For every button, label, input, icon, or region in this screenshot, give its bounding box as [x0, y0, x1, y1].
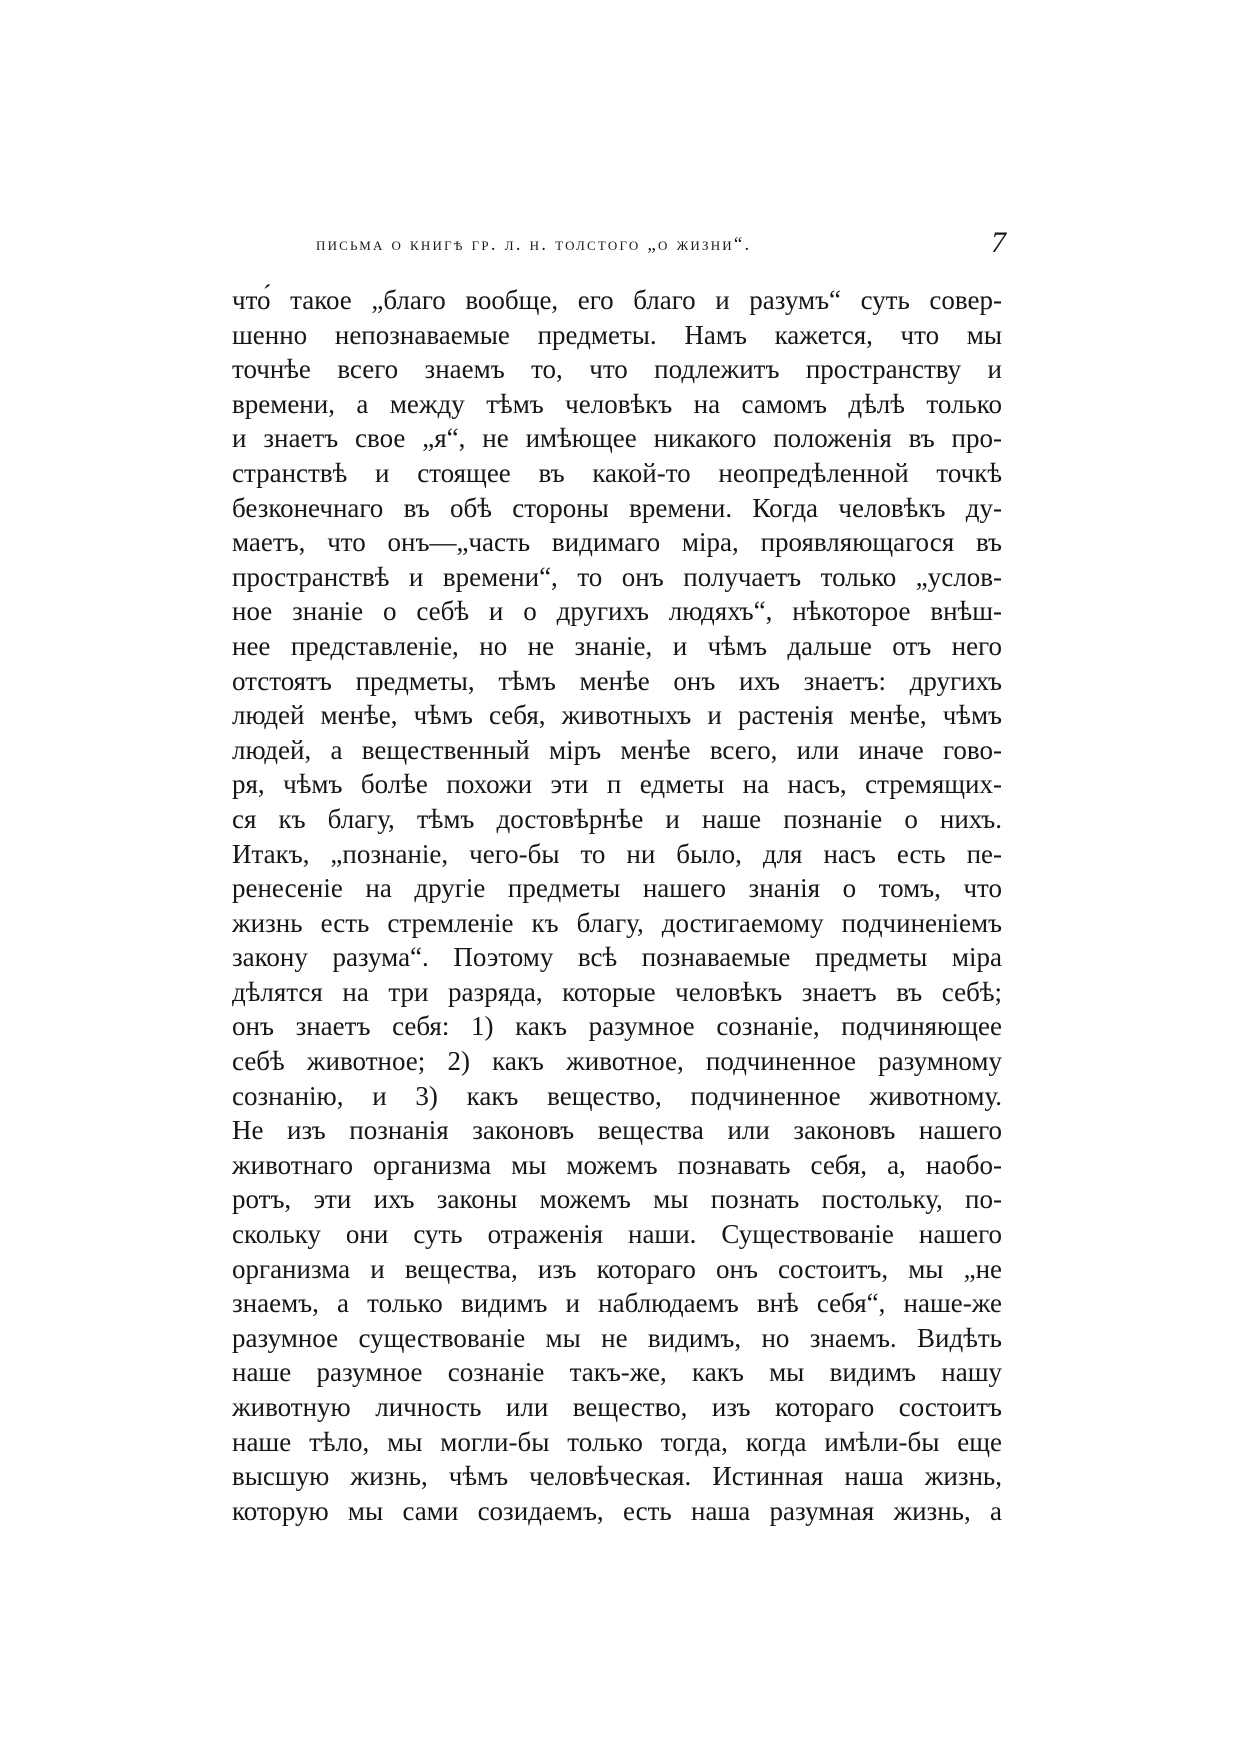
- text-line: что́ такое „благо вообще, его благо и разумъ“ суть совер-: [232, 285, 1002, 315]
- text-line: шенно непознаваемые предметы. Намъ кажется, что мы: [232, 319, 1002, 350]
- text-line: времени, а между тѣмъ человѣкъ на самомъ дѣлѣ только: [232, 388, 1002, 419]
- text-line: закону разума“. Поэтому всѣ познаваемые предметы міра: [232, 942, 1002, 973]
- text-line: странствѣ и стоящее въ какой-то неопредѣленной точкѣ: [232, 457, 1002, 488]
- text-line: наше тѣло, мы могли-бы только тогда, когда имѣли-бы еще: [232, 1426, 1002, 1457]
- text-line: ренесеніе на другіе предметы нашего знанія о томъ, что: [232, 873, 1002, 904]
- text-line: животную личность или вещество, изъ котораго состоитъ: [232, 1392, 1002, 1422]
- text-line: ря, чѣмъ болѣе похожи эти п едметы на насъ, стремящих-: [232, 769, 1002, 800]
- text-line: жизнь есть стремленіе къ благу, достигаемому подчиненіемъ: [232, 907, 1002, 938]
- text-line: скольку они суть отраженія наши. Существованіе нашего: [232, 1219, 1002, 1250]
- text-line: наше разумное сознаніе такъ-же, какъ мы видимъ нашу: [232, 1357, 1002, 1388]
- text-line: себѣ животное; 2) какъ животное, подчиненное разумному: [232, 1046, 1002, 1077]
- running-head: [316, 226, 1006, 266]
- text-line: ное знаніе о себѣ и о другихъ людяхъ“, нѣкоторое внѣш-: [232, 596, 1002, 627]
- text-line: организма и вещества, изъ котораго онъ состоитъ, мы „не: [232, 1253, 1002, 1284]
- text-line: нее представленіе, но не знаніе, и чѣмъ дальше отъ него: [232, 630, 1002, 661]
- page-number: 7: [991, 226, 1006, 259]
- text-line: сознанію, и 3) какъ вещество, подчиненное животному.: [232, 1080, 1002, 1111]
- text-line: безконечнаго въ обѣ стороны времени. Когда человѣкъ ду-: [232, 492, 1002, 523]
- text-line: дѣлятся на три разряда, которые человѣкъ знаетъ въ себѣ;: [232, 976, 1002, 1007]
- text-line: высшую жизнь, чѣмъ человѣческая. Истинная наша жизнь,: [232, 1461, 1002, 1492]
- body-text: [232, 283, 1002, 1528]
- text-line: животнаго организма мы можемъ познавать себя, а, наобо-: [232, 1149, 1002, 1180]
- running-title: письма о книгѣ гр. л. н. толстого „о жизни“.: [316, 234, 752, 255]
- text-line: знаемъ, а только видимъ и наблюдаемъ внѣ себя“, наше-же: [232, 1288, 1002, 1319]
- text-line: точнѣе всего знаемъ то, что подлежитъ пространству и: [232, 354, 1002, 385]
- text-line: ротъ, эти ихъ законы можемъ мы познать постольку, по-: [232, 1184, 1002, 1215]
- text-line: пространствѣ и времени“, то онъ получаетъ только „услов-: [232, 561, 1002, 592]
- text-line: маетъ, что онъ—„часть видимаго міра, проявляющагося въ: [232, 527, 1002, 558]
- text-line: которую мы сами созидаемъ, есть наша разумная жизнь, а: [232, 1495, 1002, 1526]
- text-line: и знаетъ свое „я“, не имѣющее никакого положенія въ про-: [232, 423, 1002, 454]
- text-line: Итакъ, „познаніе, чего-бы то ни было, для насъ есть пе-: [232, 838, 1002, 869]
- text-line: людей менѣе, чѣмъ себя, животныхъ и растенія менѣе, чѣмъ: [232, 700, 1002, 731]
- text-line: отстоятъ предметы, тѣмъ менѣе онъ ихъ знаетъ: другихъ: [232, 665, 1002, 696]
- text-line: людей, а вещественный міръ менѣе всего, или иначе гово-: [232, 734, 1002, 765]
- text-line: разумное существованіе мы не видимъ, но знаемъ. Видѣть: [232, 1322, 1002, 1353]
- text-line: ся къ благу, тѣмъ достовѣрнѣе и наше познаніе о нихъ.: [232, 803, 1002, 834]
- text-line: Не изъ познанія законовъ вещества или законовъ нашего: [232, 1115, 1002, 1146]
- text-line: онъ знаетъ себя: 1) какъ разумное сознаніе, подчиняющее: [232, 1011, 1002, 1042]
